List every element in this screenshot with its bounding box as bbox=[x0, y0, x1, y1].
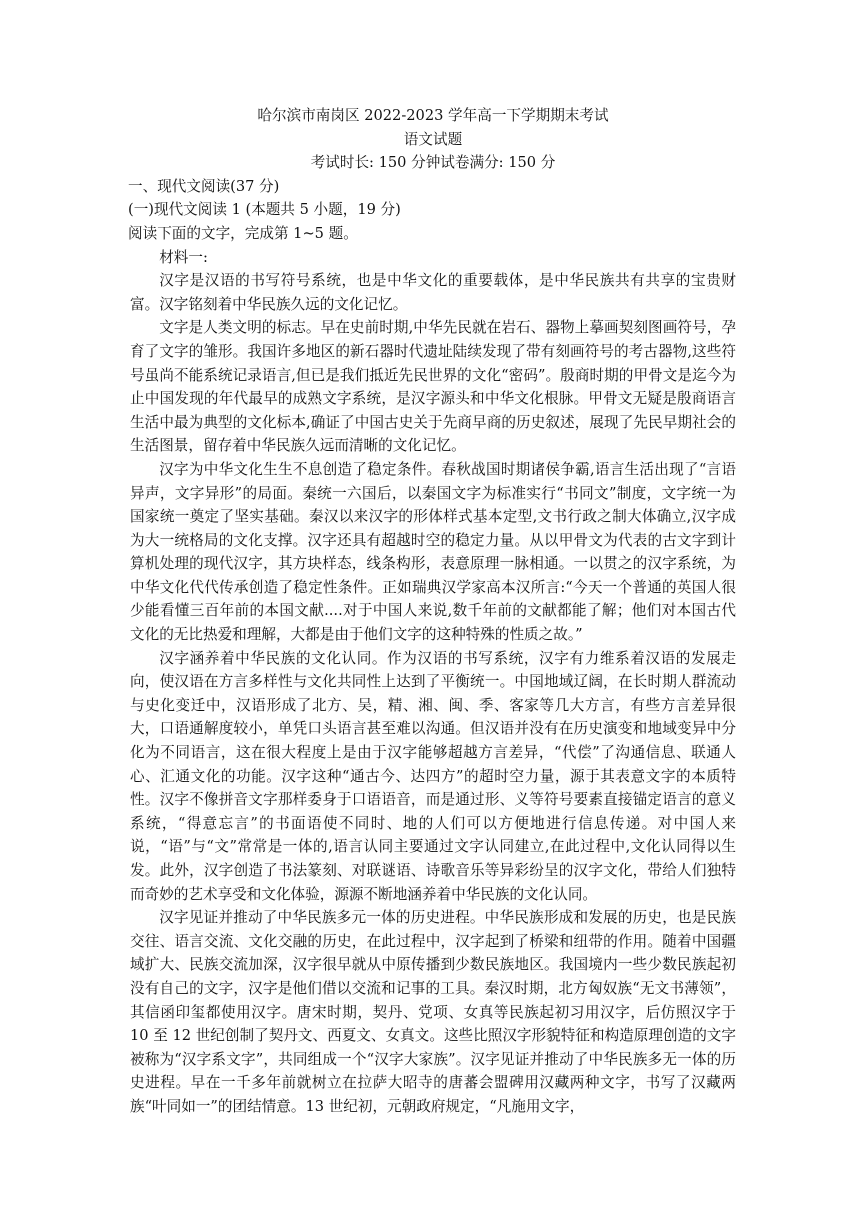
section-heading: 一、现代文阅读(37 分) bbox=[128, 177, 280, 195]
exam-info: 考试时长: 150 分钟试卷满分: 150 分 bbox=[310, 154, 556, 172]
paragraph-5: 汉字见证并推动了中华民族多元一体的历史进程。中华民族形成和发展的历史，也是民族交往、语言交流、文化交融的历史，在此过程中，汉字起到了桥梁和纽带的作用。随着中国疆域扩大、民族交流加深，汉字很早就从中原传播到少数民族地区。我国境内一些少数民族起初没有自己的文字，汉字是他们借以交流和记事的工具。秦汉时期，北方匈奴族“无文书薄领”，其信函印玺都使用汉字。唐宋时期，契丹、党项、女真等民族起初习用汉字，后仿照汉字于 10 至 12 世纪创制了契丹文、西夏文、女真文。这些比照汉字形貌特征和构造原理创造的文字被称为“汉字系文字”，共同组成一个“汉字大家族”。汉字见证并推动了中华民族多无一体的历史进程。早在一千多年前就树立在拉萨大昭寺的唐蕃会盟碑用汉藏两种文字，书写了汉藏两族“叶同如一”的团结情意。13 世纪初，元朝政府规定，“凡施用文字， bbox=[130, 909, 736, 1115]
paragraph-1: 汉字是汉语的书写符号系统，也是中华文化的重要载体，是中华民族共有共享的宝贵财富。汉字铭刻着中华民族久远的文化记忆。 bbox=[130, 272, 736, 313]
reading-instruction: 阅读下面的文字，完成第 1~5 题。 bbox=[128, 224, 358, 242]
paragraph-4: 汉字涵养着中华民族的文化认同。作为汉语的书写系统，汉字有力维系着汉语的发展走向，使汉语在方言多样性与文化共同性上达到了平衡统一。中国地域辽阔，在长时期人群流动与史化变迁中，汉语形成了北方、吴，精、湘、闽、季、客家等几大方言，有些方言差异很大，口语通解度较小，单凭口头语言甚至难以沟通。但汉语并没有在历史演变和地域变异中分化为不同语言，这在很大程度上是由于汉字能够超越方言差异，“代偿”了沟通信息、联通人心、汇通文化的功能。汉字这种“通古今、达四方”的超时空力量，源于其表意文字的本质特性。汉字不像拼音文字那样委身于口语语音，而是通过形、义等符号要素直接锚定语言的意义系统，“得意忘言”的书面语使不同时、地的人们可以方便地进行信息传递。对中国人来说，“语”与“文”常常是一体的,语言认同主要通过文字认同建立,在此过程中,文化认同得以生发。此外，汉字创造了书法篆刻、对联谜语、诗歌音乐等异彩纷呈的汉字文化，带给人们独特而奇妙的艺术享受和文化体验，源源不断地涵养着中华民族的文化认同。 bbox=[130, 649, 736, 903]
paragraph-2: 文字是人类文明的标志。早在史前时期,中华先民就在岩石、器物上摹画契刻图画符号，孕育了文字的雏形。我国许多地区的新石器时代遗址陆续发现了带有刻画符号的考古器物,这些符号虽尚不能系统记录语言,但已是我们抵近先民世界的文化“密码”。殷商时期的甲骨文是迄今为止中国发现的年代最早的成熟文字系统，是汉字源头和中华文化根脉。甲骨文无疑是殷商语言生活中最为典型的文化标本,确证了中国古史关于先商早商的历史叙述，展现了先民早期社会的生活图景，留存着中华民族久远而清晰的文化记忆。 bbox=[130, 319, 736, 455]
paragraph-3: 汉字为中华文化生生不息创造了稳定条件。春秋战国时期诸侯争霸,语言生活出现了“言语异声，文字异形”的局面。秦统一六国后，以秦国文字为标准实行“书同文”制度，文字统一为国家统一奠定了坚实基础。秦汉以来汉字的形体样式基本定型,文书行政之制大体确立,汉字成为大一统格局的文化支撑。汉字还具有超越时空的稳定力量。从以甲骨文为代表的古文字到计算机处理的现代汉字，其方块样态，线条构形，表意原理一脉相通。一以贯之的汉字系统，为中华文化代代传承创造了稳定性条件。正如瑞典汉学家高本汉所言:“今天一个普通的英国人很少能看懂三百年前的本国文献....对于中国人来说,数千年前的文献都能了解；他们对本国古代文化的无比热爱和理解，大都是由于他们文字的这种特殊的性质之故。” bbox=[130, 460, 736, 644]
exam-title: 哈尔滨市南岗区 2022-2023 学年高一下学期期末考试 bbox=[257, 107, 609, 124]
exam-subject: 语文试题 bbox=[403, 130, 463, 148]
document-page bbox=[130, 104, 736, 1119]
material-label: 材料一: bbox=[159, 248, 208, 266]
sub-section-heading: (一)现代文阅读 1 (本题共 5 小题，19 分) bbox=[128, 201, 401, 219]
